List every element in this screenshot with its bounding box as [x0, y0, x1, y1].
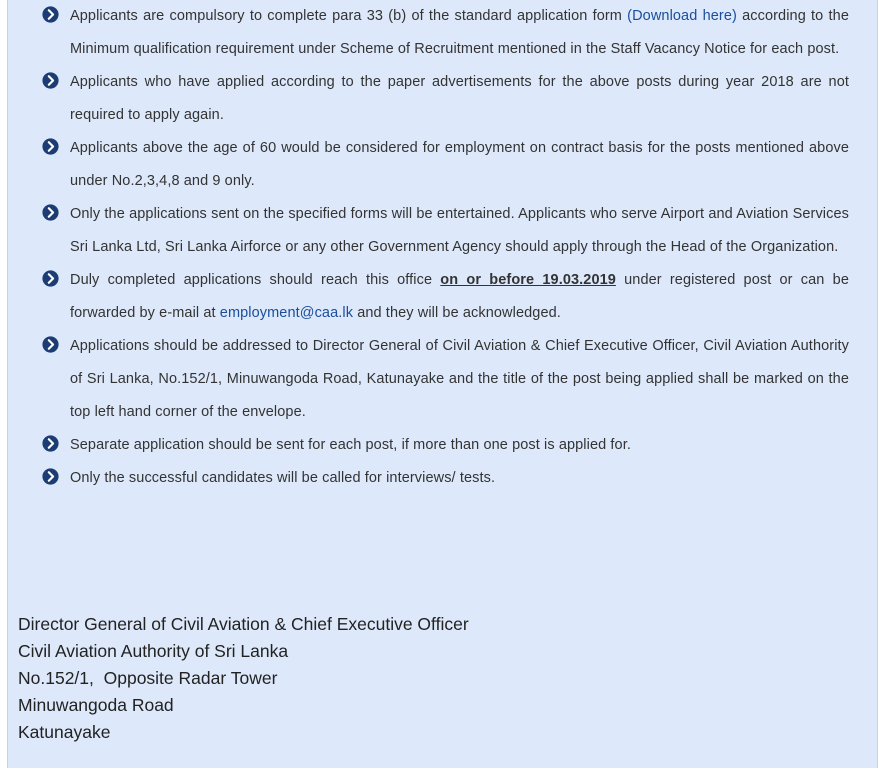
list-item: [42, 462, 849, 495]
chevron-circle-right-icon: [42, 6, 59, 23]
list-item: [42, 66, 849, 132]
item-text: Separate application should be sent for each post, if more than one post is applied for.: [70, 437, 631, 453]
contact-address: [18, 611, 469, 746]
address-line-road: Minuwangoda Road: [18, 695, 174, 715]
list-item: [42, 0, 849, 66]
download-link[interactable]: (Download here): [627, 8, 737, 24]
item-text: and they will be acknowledged.: [353, 305, 561, 321]
item-text: Applicants who have applied according to the paper advertisements for the above posts during year 2018 are not required to apply again.: [70, 74, 849, 123]
list-item: [42, 264, 849, 330]
item-text: Applicants are compulsory to complete para 33 (b) of the standard application form: [70, 8, 628, 24]
item-text: according to the Minimum qualification requirement under Scheme of Recruitment mentioned in the Staff Vacancy Notice for each post.: [70, 8, 849, 57]
address-line-street-number: No.152/1, Opposite Radar Tower: [18, 668, 278, 688]
address-line-title: Director General of Civil Aviation & Chief Executive Officer: [18, 614, 469, 634]
chevron-circle-right-icon: [42, 72, 59, 89]
content-panel: [7, 0, 878, 768]
item-text: Applications should be addressed to Director General of Civil Aviation & Chief Executive Officer, Civil Aviation Authority of Sri Lanka, No.152/1, Minuwangoda Road, Katunayake and the title of the post being applied shall be marked on the top left hand corner of the envelope.: [70, 338, 849, 420]
item-text: Only the applications sent on the specified forms will be entertained. Applicants who serve Airport and Aviation Services Sri Lanka Ltd, Sri Lanka Airforce or any other Government Agency should apply through the Head of the Organization.: [70, 206, 849, 255]
address-line-city: Katunayake: [18, 722, 111, 742]
instructions-list: [42, 0, 849, 495]
list-item: [42, 132, 849, 198]
deadline-date: on or before 19.03.2019: [440, 272, 616, 288]
list-item: [42, 330, 849, 429]
chevron-circle-right-icon: [42, 204, 59, 221]
item-text: under registered post or can be forwarded by e-mail at: [70, 272, 849, 321]
list-item: [42, 429, 849, 462]
item-text: Applicants above the age of 60 would be considered for employment on contract basis for the posts mentioned above under No.2,3,4,8 and 9 only.: [70, 140, 849, 189]
chevron-circle-right-icon: [42, 270, 59, 287]
email-link[interactable]: employment@caa.lk: [219, 305, 354, 321]
item-text: Only the successful candidates will be called for interviews/ tests.: [70, 470, 496, 486]
chevron-circle-right-icon: [42, 468, 59, 485]
address-line-organization: Civil Aviation Authority of Sri Lanka: [18, 641, 289, 661]
item-text: Duly completed applications should reach this office: [70, 272, 441, 288]
chevron-circle-right-icon: [42, 435, 59, 452]
chevron-circle-right-icon: [42, 336, 59, 353]
list-item: [42, 198, 849, 264]
chevron-circle-right-icon: [42, 138, 59, 155]
